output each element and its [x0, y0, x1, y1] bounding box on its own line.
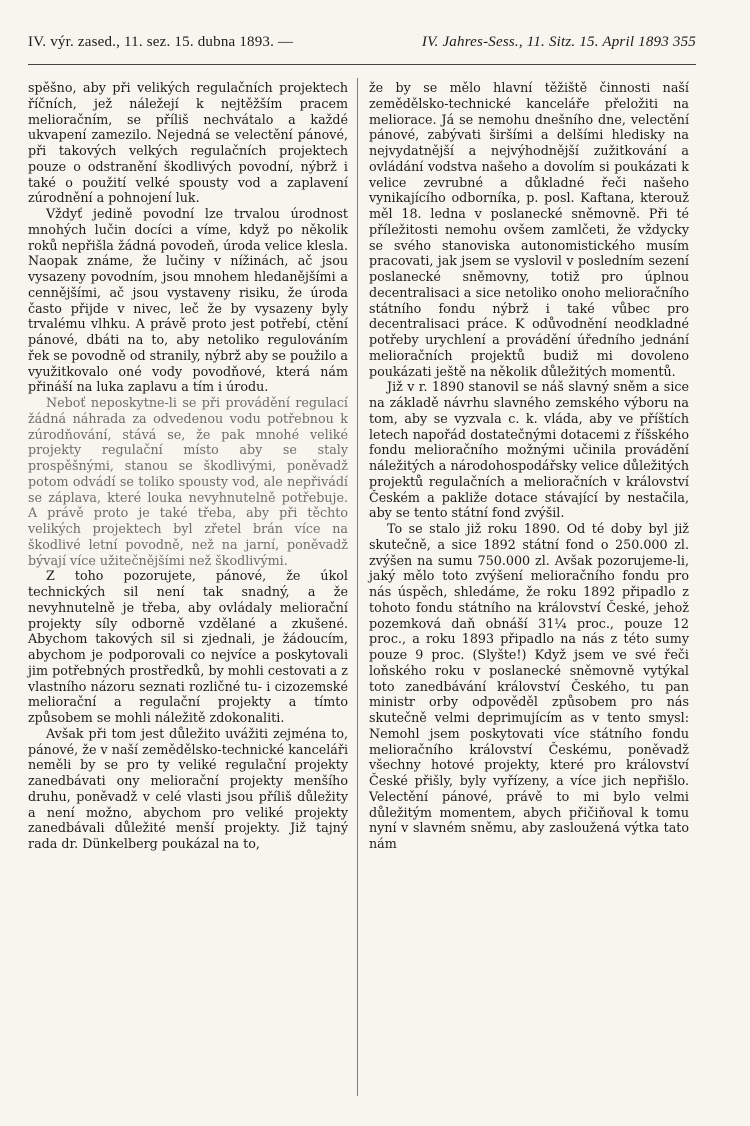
paragraph: To se stalo již roku 1890. Od té doby byl již skutečně, a sice 1892 státní fond o 250.000 zl. zvýšen na sumu 750.000 zl. Avšak pozorujeme-li, jaký mělo toto zvýšení melioračního fondu pro nás úspěch, shledáme, že roku 1892 připadlo z tohoto fondu státního na království České, jehož pozemková daň obnáší 31¼ proc., pouze 12 proc., a roku 1893 připadlo na nás z této sumy pouze 9 proc. (Slyšte!) Když jsem ve své řeči loňského roku v poslanecké sněmovně vytýkal toto zanedbávání království Českého, tu pan ministr orby odpověděl způsobem pro nás skutečně velmi deprimujícím as v tento smysl: Nemohl jsem poskytovati více státního fondu melioračního království Českému, poněvadž všechny hotové projekty, které pro království České přišly, byly vyřízeny, a více jich nepřišlo. Velectění pánové, právě to mi bylo velmi důležitým momentem, abych přičiňoval k tomu nyní v slavném sněmu, aby zasloužená výtka tato nám: [369, 521, 689, 851]
page-number: 355: [672, 34, 696, 50]
header-separator: —: [278, 34, 294, 50]
header-german-text: IV. Jahres-Sess., 11. Sitz. 15. April 1893: [421, 34, 669, 50]
paragraph: Neboť neposkytne-li se při provádění regulací žádná náhrada za odvedenou vodu potřebnou k zúrodňování, stává se, že pak mnohé veliké projekty regulační místo aby se staly prospěšnými, stanou se škodlivými, poněvadž potom odvádí se toliko spousty vod, ale nepřivádí se záplava, které louka nevyhnutelně potřebuje. A právě proto je také třeba, aby při těchto velikých projektech byl zřetel brán více na škodlivé letní povodně, než na jarní, poněvadž bývají více užitečnějšími než škodlivými.: [28, 395, 348, 568]
paragraph: Již v r. 1890 stanovil se náš slavný sněm a sice na základě návrhu slavného zemského výboru na tom, aby se vyzvala c. k. vláda, aby ve příštích letech napořád dostatečnými dotacemi z říšského fondu melioračního možnými učinila provádění náležitých a národohospodářsky velice důležitých projektů regulačních a melioračních v království Českém a pakliže dotace stávající by nestačila, aby se tento státní fond zvýšil.: [369, 379, 689, 521]
header-czech-text: IV. výr. zased., 11. sez. 15. dubna 1893.: [28, 34, 275, 50]
running-header: [28, 34, 696, 60]
paragraph: Avšak při tom jest důležito uvážiti zejména to, pánové, že v naší zemědělsko-technické kanceláři neměli by se pro ty veliké regulační projekty zanedbávati ony meliorační projekty menšího druhu, poněvadž v celé vlasti jsou příliš důležity a není možno, abychom pro veliké projekty zanedbávali důležité menší projekty. Již tajný rada dr. Dünkelberg poukázal na to,: [28, 725, 348, 851]
header-czech: [28, 34, 293, 51]
paragraph: spěšno, aby při velikých regulačních projektech říčních, jež náležejí k nejtěžším pracem melioračním, se příliš nechvátalo a každé ukvapení zamezilo. Nejedná se velectění pánové, při takových velkých regulačních projektech pouze o odstranění škodlivých povodní, nýbrž i také o použití velké spousty vod a zaplavení zúrodnění a pohnojení luk.: [28, 80, 348, 206]
column-divider: [357, 78, 358, 1096]
paragraph: že by se mělo hlavní těžiště činnosti naší zemědělsko-technické kanceláře přeložiti na meliorace. Já se nemohu dnešního dne, velectění pánové, zabývati širšími a delšími hledisky na nejvydatnější a nejvýhodnější zužitkování a ovládání vodstva našeho a dovolím si poukázati k velice zevrubné a důkladné řeči našeho vynikajícího odborníka, p. posl. Kaftana, kterouž měl 18. ledna v poslanecké sněmovně. Při té příležitosti nemohu ovšem zamlčeti, že vždycky se svého stanoviska autonomistického musím pracovati, jak jsem se vyslovil v posledním sezení poslanecké sněmovny, totiž pro úplnou decentralisaci a sice netoliko onoho melioračního státního fondu nýbrž i také vůbec pro decentralisaci práce. K odůvodnění neodkladné potřeby urychlení a provádění úředního jednání melioračních projektů budiž mi dovoleno poukázati ještě na několik důležitých momentů.: [369, 80, 689, 379]
left-column: [28, 80, 348, 852]
header-german: [422, 34, 696, 51]
right-column: [369, 80, 689, 852]
header-rule: [28, 64, 696, 65]
paragraph: Z toho pozorujete, pánové, že úkol technických sil není tak snadný, a že nevyhnutelně je třeba, aby ovládaly meliorační projekty síly odborně vzdělané a zkušené. Abychom takových sil si zjednali, je žádoucím, abychom je podporovali co nejvíce a poskytovali jim potřebných prostředků, by mohli cestovati a z vlastního názoru seznati rozličné tu- i cizozemské meliorační a regulační projekty a tímto způsobem se mohli náležitě zdokonaliti.: [28, 568, 348, 725]
paragraph: Vždyť jedině povodní lze trvalou úrodnost mnohých lučin docíci a víme, když po několik roků nepřišla žádná povodeň, úroda velice klesla. Naopak známe, že lučiny v nížinách, ač jsou vysazeny povodním, jsou mnohem hledanějšími a cennějšími, ač jsou vystaveny risiku, že úroda často přijde v nivec, leč že by vysazeny byly trvalému vlhku. A právě proto jest potřebí, ctění pánové, dbáti na to, aby netoliko regulováním řek se povodně od stranily, nýbrž aby se použilo a využitkovalo oné vody povodňové, která nám přináší na luka zaplavu a tím i úrodu.: [28, 206, 348, 395]
